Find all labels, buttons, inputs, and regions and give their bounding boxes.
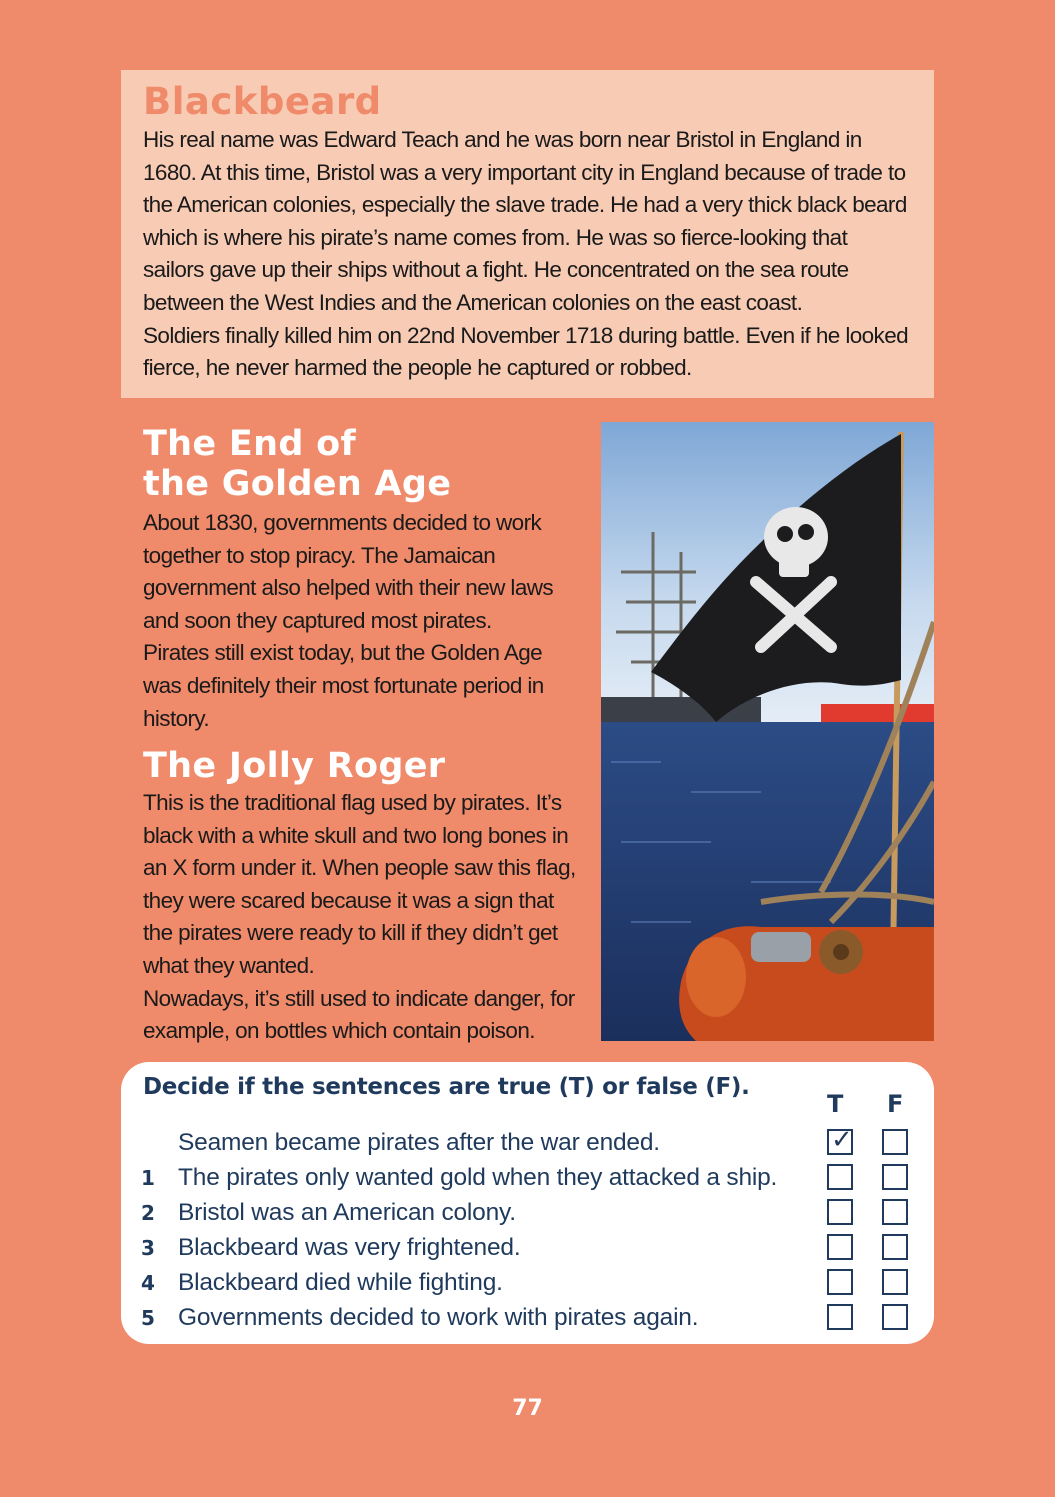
golden-age-title-line-1: The End of [143, 424, 357, 464]
blackbeard-paragraph-1: His real name was Edward Teach and he was born near Bristol in England in 1680. At this time, Bristol was a very important city in England because of trade to the American colonies, especially the slave trade. He had a very thick black beard which is where his pirate’s name comes from. He was so fierce-looking that sailors gave up their ships without a fight. He concentrated on the sea route between the West Indies and the American colonies on the east coast. [143, 127, 907, 315]
jolly-roger-title: The Jolly Roger [143, 746, 446, 786]
quiz-item-5 [121, 1301, 934, 1336]
golden-age-title-line-2: the Golden Age [143, 464, 452, 504]
false-checkbox[interactable] [882, 1269, 908, 1295]
pirate-flag-illustration [601, 422, 934, 1041]
false-checkbox[interactable] [882, 1164, 908, 1190]
jolly-roger-paragraph-2: Nowadays, it’s still used to indicate danger, for example, on bottles which contain poison. [143, 985, 575, 1044]
golden-age-paragraph: About 1830, governments decided to work together to stop piracy. The Jamaican government also helped with their new laws and soon they captured most pirates. Pirates still exist today, but the Golden Age was definitely their most fortunate period in history. [143, 510, 554, 731]
blackbeard-body [143, 124, 912, 385]
true-checkbox[interactable] [827, 1125, 853, 1155]
quiz-item-text: Bristol was an American colony. [178, 1199, 516, 1226]
false-checkbox[interactable] [882, 1199, 908, 1225]
golden-age-title [143, 424, 451, 504]
quiz-item-text: Blackbeard died while fighting. [178, 1269, 503, 1296]
quiz-item-number: 1 [141, 1166, 155, 1190]
quiz-item-text: Seamen became pirates after the war ended. [178, 1129, 660, 1156]
true-false-quiz [121, 1062, 934, 1344]
true-checkbox[interactable] [827, 1269, 853, 1295]
true-column-label: T [827, 1090, 844, 1118]
quiz-item-4 [121, 1266, 934, 1301]
quiz-instruction: Decide if the sentences are true (T) or false (F). [143, 1074, 750, 1100]
jolly-roger-body [143, 787, 583, 1048]
blackbeard-paragraph-2: Soldiers finally killed him on 22nd November 1718 during battle. Even if he looked fierce, he never harmed the people he captured or robbed. [143, 322, 909, 381]
pirate-flag-photo [601, 422, 934, 1041]
true-checkbox[interactable] [827, 1234, 853, 1260]
quiz-item-number: 4 [141, 1271, 155, 1295]
quiz-item-number: 5 [141, 1306, 155, 1330]
quiz-item-2 [121, 1196, 934, 1231]
quiz-item-example [121, 1126, 934, 1161]
page-number: 77 [512, 1396, 543, 1421]
true-checkbox[interactable] [827, 1164, 853, 1190]
check-mark-icon: ✓ [831, 1125, 853, 1155]
quiz-item-text: Blackbeard was very frightened. [178, 1234, 521, 1261]
quiz-item-number: 2 [141, 1201, 155, 1225]
golden-age-body [143, 507, 561, 735]
quiz-item-text: Governments decided to work with pirates again. [178, 1304, 699, 1331]
quiz-item-3 [121, 1231, 934, 1266]
quiz-item-1 [121, 1161, 934, 1196]
blackbeard-section [121, 70, 934, 398]
false-checkbox[interactable] [882, 1129, 908, 1155]
false-checkbox[interactable] [882, 1234, 908, 1260]
blackbeard-title: Blackbeard [143, 80, 382, 123]
false-checkbox[interactable] [882, 1304, 908, 1330]
true-checkbox[interactable] [827, 1199, 853, 1225]
quiz-item-number: 3 [141, 1236, 155, 1260]
false-column-label: F [887, 1090, 904, 1118]
true-checkbox[interactable] [827, 1304, 853, 1330]
quiz-item-text: The pirates only wanted gold when they attacked a ship. [178, 1164, 778, 1191]
jolly-roger-paragraph-1: This is the traditional flag used by pirates. It’s black with a white skull and two long bones in an X form under it. When people saw this flag, they were scared because it was a sign that the pirates were ready to kill if they didn’t get what they wanted. [143, 790, 576, 978]
